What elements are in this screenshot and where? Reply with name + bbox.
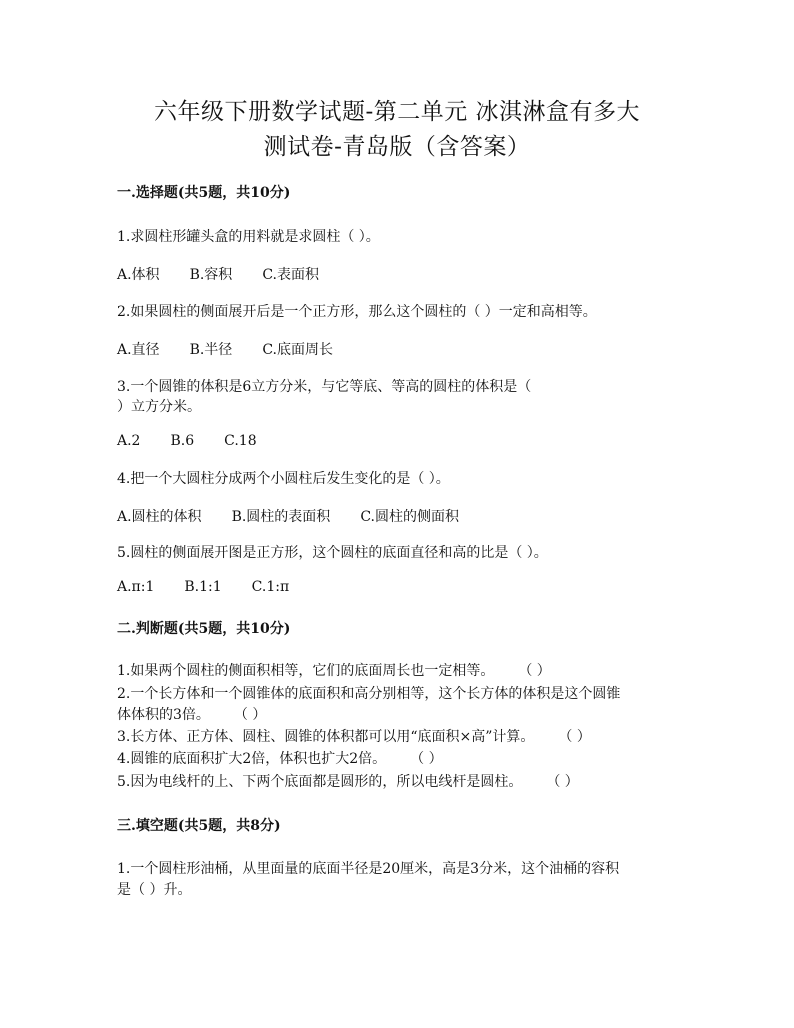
question-1-1: 1.求圆柱形罐头盒的用料就是求圆柱（ ）。 — [117, 229, 380, 245]
judgment-2-1 — [117, 660, 551, 680]
option: B.半径 — [189, 342, 233, 358]
answer-paren: （ ） — [233, 707, 267, 723]
title-line-2: 测试卷-青岛版（含答案） — [263, 134, 531, 160]
option: A.π:1 — [117, 579, 155, 595]
option: B.容积 — [189, 267, 233, 283]
option: C.18 — [224, 433, 257, 449]
option: A.2 — [117, 433, 141, 449]
statement-text: 5.因为电线杆的上、下两个底面都是圆形的，所以电线杆是圆柱。 — [117, 774, 523, 790]
option: B.6 — [170, 433, 195, 449]
option: C.底面周长 — [262, 342, 333, 358]
statement-text: 体体积的3倍。 — [117, 707, 210, 723]
question-1-3-line-1: 3.一个圆锥的体积是6立方分米，与它等底、等高的圆柱的体积是（ — [117, 379, 532, 395]
judgment-2-2-line-1: 2.一个长方体和一个圆锥体的底面积和高分别相等，这个长方体的体积是这个圆锥 — [117, 686, 621, 702]
question-1-3-options — [117, 433, 287, 449]
option: C.表面积 — [262, 267, 319, 283]
judgment-2-4 — [117, 748, 443, 768]
question-1-4: 4.把一个大圆柱分成两个小圆柱后发生变化的是（ ）。 — [117, 471, 450, 487]
section-1-heading: 一.选择题(共5题，共10分) — [117, 185, 291, 201]
option: A.圆柱的体积 — [117, 509, 202, 525]
statement-text: 4.圆锥的底面积扩大2倍，体积也扩大2倍。 — [117, 751, 387, 767]
option: A.体积 — [117, 267, 160, 283]
question-1-1-options — [117, 264, 349, 284]
question-1-3-line-2: ）立方分米。 — [117, 399, 201, 415]
fill-3-1-line-1: 1.一个圆柱形油桶，从里面量的底面半径是20厘米，高是3分米，这个油桶的容积 — [117, 861, 620, 877]
question-1-2: 2.如果圆柱的侧面展开后是一个正方形，那么这个圆柱的（ ）一定和高相等。 — [117, 304, 597, 320]
answer-paren: （ ） — [546, 774, 579, 790]
title-line-1: 六年级下册数学试题-第二单元 冰淇淋盒有多大 — [153, 99, 641, 125]
option: C.圆柱的侧面积 — [360, 509, 459, 525]
option: B.圆柱的表面积 — [231, 509, 331, 525]
judgment-2-5 — [117, 771, 579, 791]
judgment-2-2-line-2 — [117, 704, 266, 724]
section-3-heading: 三.填空题(共5题，共8分) — [117, 818, 281, 834]
question-1-5: 5.圆柱的侧面展开图是正方形，这个圆柱的底面直径和高的比是（ ）。 — [117, 545, 548, 561]
option: C.1:π — [251, 579, 290, 595]
question-1-5-options — [117, 579, 319, 595]
judgment-2-3 — [117, 726, 591, 746]
statement-text: 1.如果两个圆柱的侧面积相等，它们的底面周长也一定相等。 — [117, 663, 495, 679]
option: A.直径 — [117, 342, 160, 358]
answer-paren: （ ） — [558, 729, 591, 745]
statement-text: 3.长方体、正方体、圆柱、圆锥的体积都可以用“底面积×高”计算。 — [117, 729, 535, 745]
question-1-4-options — [117, 506, 489, 526]
answer-paren: （ ） — [410, 751, 443, 767]
question-1-2-options — [117, 339, 363, 359]
answer-paren: （ ） — [518, 663, 551, 679]
section-2-heading: 二.判断题(共5题，共10分) — [117, 621, 291, 637]
fill-3-1-line-2: 是（ ）升。 — [117, 882, 192, 898]
option: B.1:1 — [184, 579, 222, 595]
